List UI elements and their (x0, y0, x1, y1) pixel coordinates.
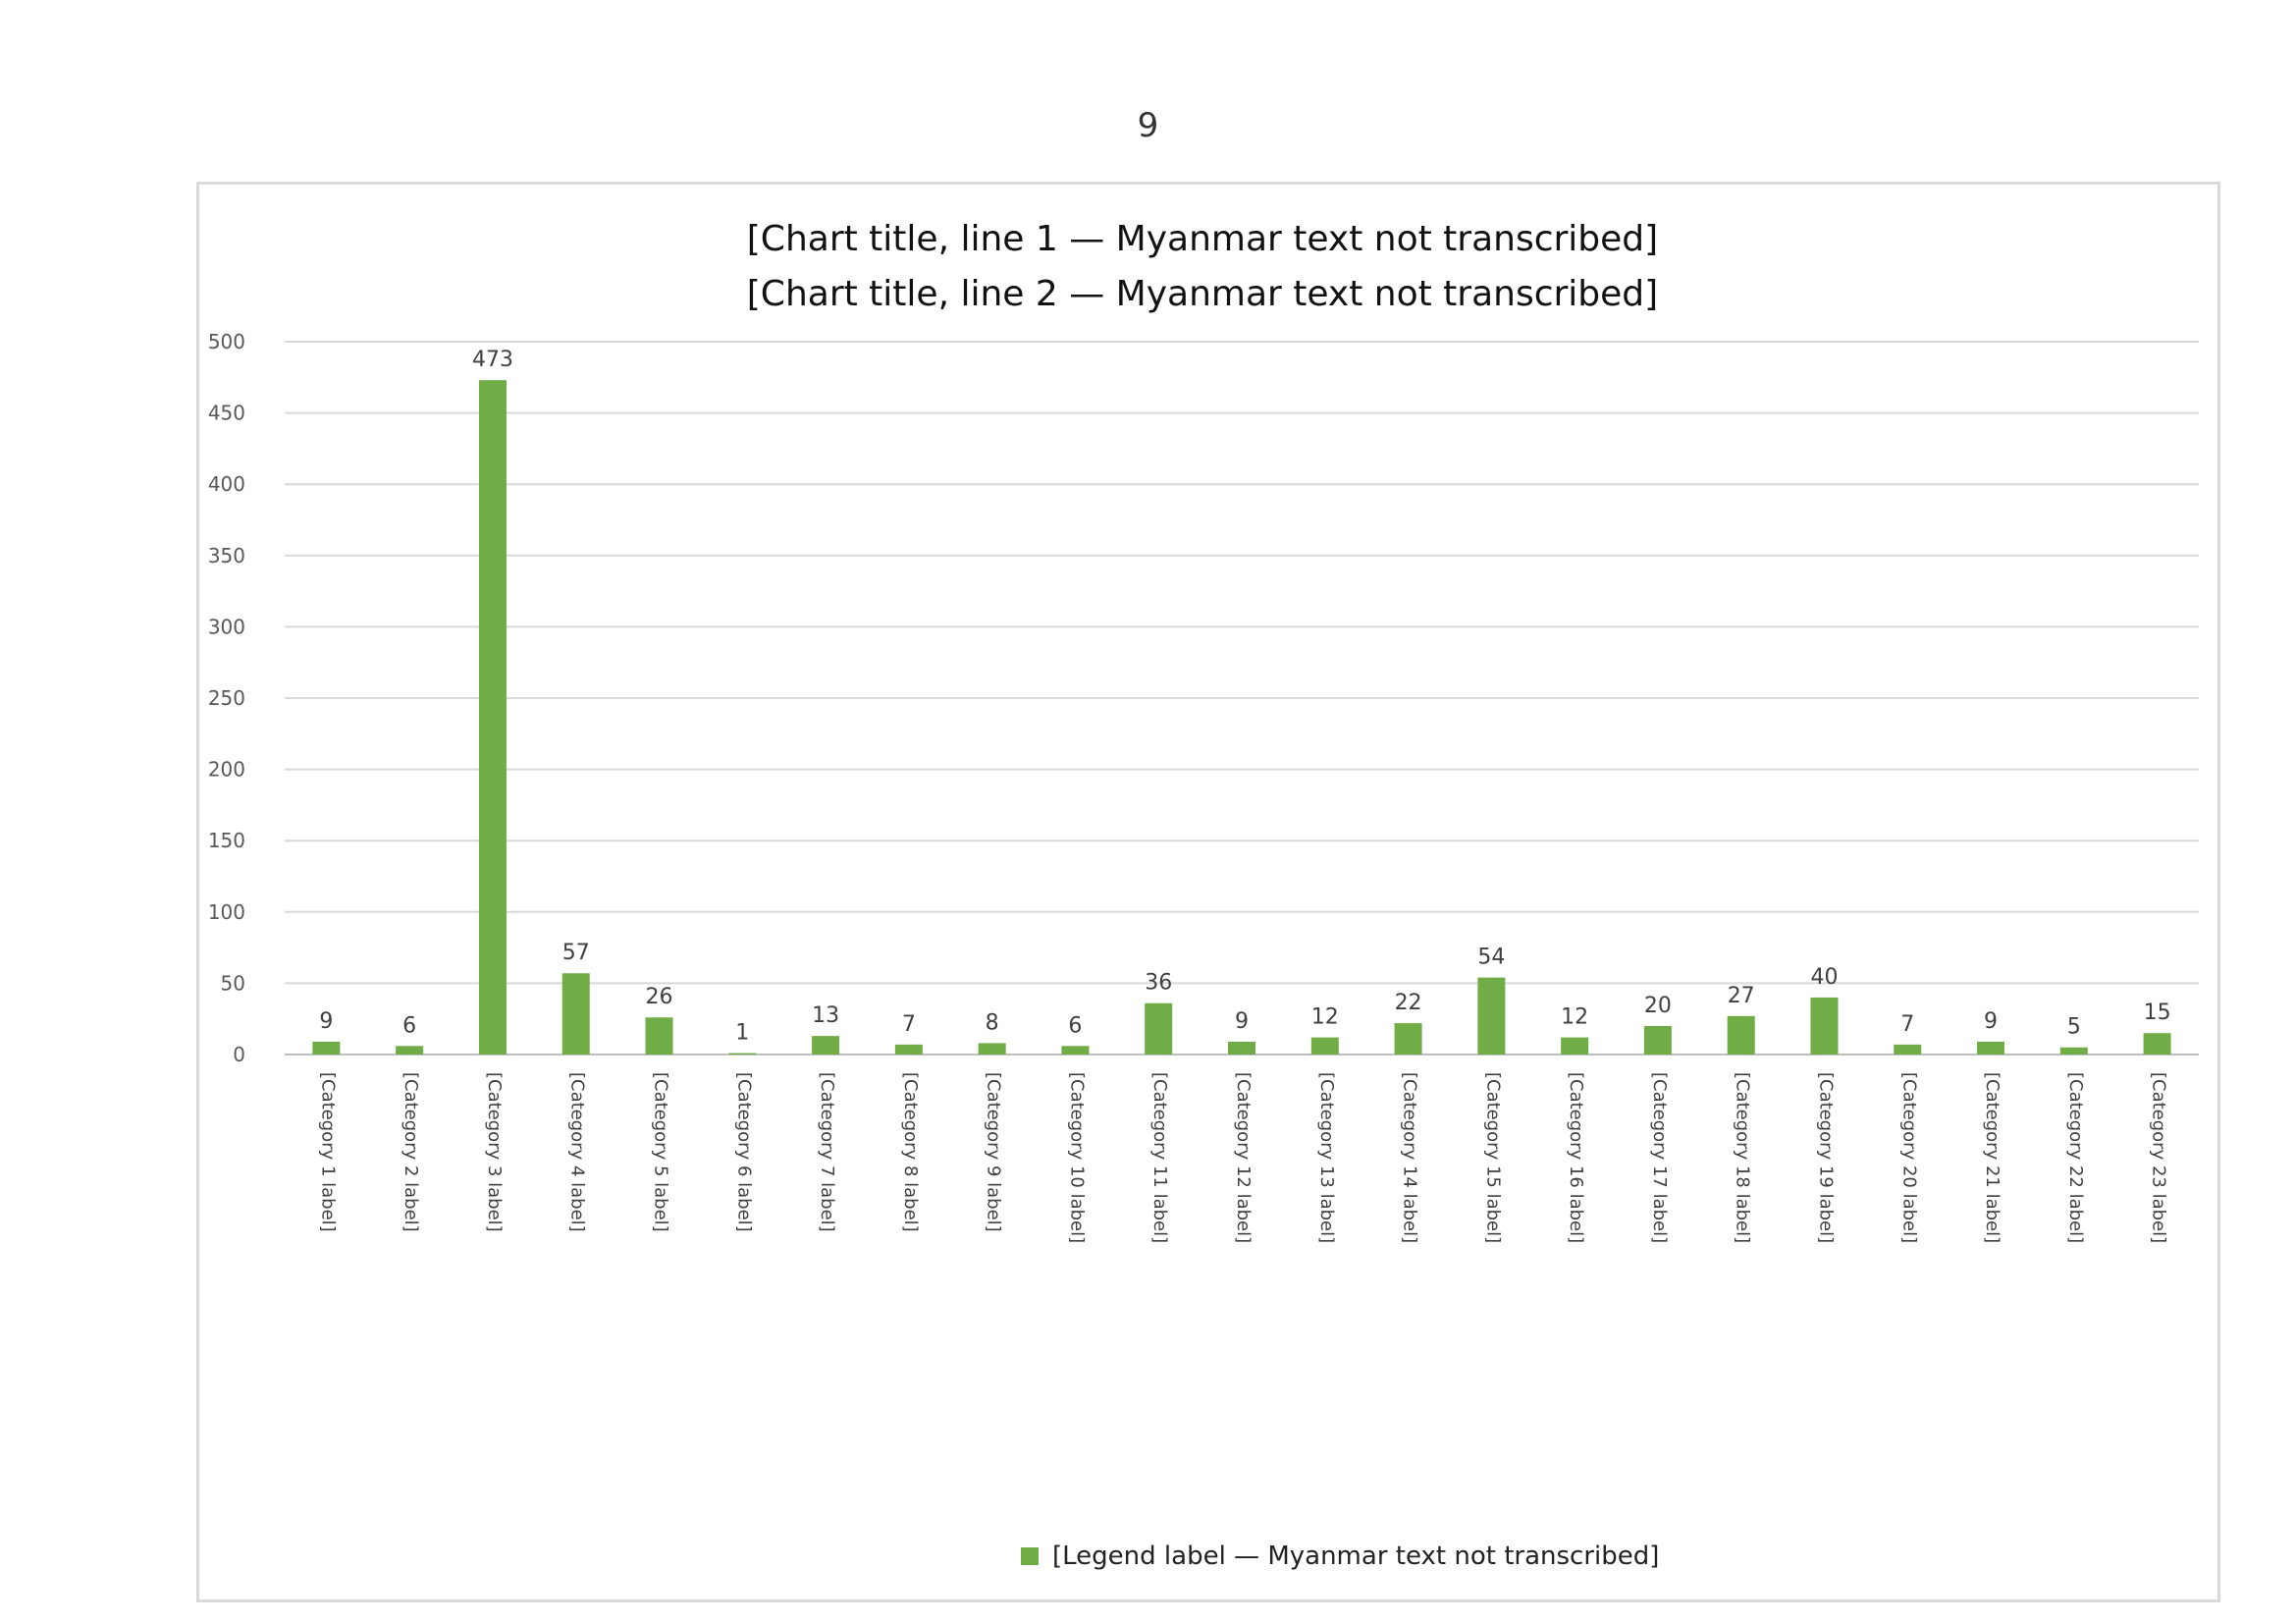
x-tick-label: [Category 19 label] (1815, 1072, 1837, 1244)
bar (1228, 1042, 1255, 1055)
bar (479, 380, 507, 1055)
page-number: 9 (1137, 106, 1159, 145)
data-label: 40 (1810, 964, 1839, 990)
data-label: 13 (812, 1003, 840, 1029)
bar (1810, 998, 1838, 1055)
data-label: 9 (1984, 1008, 1999, 1034)
bar (895, 1045, 923, 1055)
bar (396, 1046, 423, 1055)
chart-title-line-1: [Chart title, line 1 — Myanmar text not transcribed] (746, 219, 1659, 259)
bar (1894, 1045, 1921, 1055)
y-tick-label: 300 (207, 615, 245, 639)
bar (1644, 1026, 1672, 1055)
x-tick-label: [Category 22 label] (2064, 1072, 2086, 1244)
legend-swatch (1021, 1547, 1039, 1565)
data-label: 473 (471, 348, 513, 373)
chart-legend (1021, 1542, 1659, 1571)
data-label: 1 (735, 1020, 750, 1046)
x-tick-label: [Category 7 label] (817, 1072, 838, 1232)
bar (1061, 1046, 1089, 1055)
data-label: 9 (319, 1008, 334, 1034)
bar (1477, 978, 1505, 1055)
data-label: 57 (561, 941, 590, 966)
y-tick-label: 500 (207, 330, 245, 353)
data-label: 9 (1235, 1008, 1249, 1034)
data-label: 12 (1561, 1004, 1589, 1030)
bar (812, 1036, 839, 1055)
x-tick-label: [Category 5 label] (650, 1072, 671, 1232)
x-tick-label: [Category 17 label] (1648, 1072, 1670, 1244)
x-tick-label: [Category 2 label] (400, 1072, 422, 1232)
x-tick-label: [Category 18 label] (1732, 1072, 1753, 1244)
bar (562, 973, 590, 1055)
y-tick-label: 150 (207, 829, 245, 853)
data-label: 7 (901, 1011, 916, 1037)
bar (646, 1017, 673, 1055)
data-label: 7 (1900, 1011, 1915, 1037)
x-tick-label: [Category 15 label] (1482, 1072, 1504, 1244)
chart-title-line-2: [Chart title, line 2 — Myanmar text not transcribed] (746, 274, 1659, 314)
data-label: 15 (2143, 1001, 2171, 1026)
bar (728, 1054, 756, 1055)
data-label: 8 (985, 1010, 999, 1036)
data-label: 54 (1477, 945, 1506, 970)
y-tick-label: 100 (207, 899, 245, 924)
y-tick-label: 450 (207, 401, 245, 425)
legend-label: [Legend label — Myanmar text not transcribed] (1052, 1542, 1660, 1571)
bar (979, 1043, 1006, 1055)
x-tick-label: [Category 23 label] (2148, 1072, 2169, 1244)
x-tick-label: [Category 11 label] (1149, 1072, 1171, 1244)
bar (1561, 1038, 1588, 1055)
y-tick-label: 50 (220, 971, 245, 996)
x-tick-label: [Category 9 label] (983, 1072, 1004, 1232)
data-label: 6 (1068, 1013, 1083, 1039)
bar (1728, 1016, 1755, 1055)
bar (2060, 1048, 2088, 1055)
x-tick-label: [Category 13 label] (1315, 1072, 1337, 1244)
x-tick-label: [Category 21 label] (1982, 1072, 2003, 1244)
data-label: 12 (1310, 1004, 1339, 1030)
data-label: 36 (1145, 970, 1173, 996)
data-label: 26 (645, 985, 673, 1010)
y-tick-label: 400 (207, 472, 245, 497)
x-tick-label: [Category 6 label] (733, 1072, 755, 1232)
y-tick-label: 350 (207, 543, 245, 568)
bar (312, 1042, 340, 1055)
bar (1311, 1038, 1339, 1055)
x-tick-label: [Category 16 label] (1566, 1072, 1587, 1244)
x-tick-label: [Category 20 label] (1898, 1072, 1920, 1244)
y-tick-label: 250 (207, 686, 245, 710)
data-label: 20 (1643, 993, 1672, 1018)
x-tick-label: [Category 4 label] (566, 1072, 588, 1232)
y-tick-label: 0 (233, 1043, 245, 1066)
data-label: 6 (402, 1013, 417, 1039)
x-tick-label: [Category 10 label] (1066, 1072, 1088, 1244)
bar (1145, 1003, 1172, 1055)
bar (2144, 1033, 2171, 1055)
bar (1395, 1023, 1422, 1055)
x-tick-label: [Category 1 label] (317, 1072, 339, 1232)
y-tick-label: 200 (207, 757, 245, 782)
data-label: 5 (2066, 1014, 2081, 1040)
x-tick-label: [Category 12 label] (1233, 1072, 1254, 1244)
x-tick-label: [Category 8 label] (899, 1072, 921, 1232)
x-tick-label: [Category 3 label] (483, 1072, 505, 1232)
bar (1977, 1042, 2004, 1055)
x-tick-label: [Category 14 label] (1399, 1072, 1420, 1244)
data-label: 27 (1727, 983, 1755, 1008)
data-label: 22 (1394, 991, 1422, 1016)
